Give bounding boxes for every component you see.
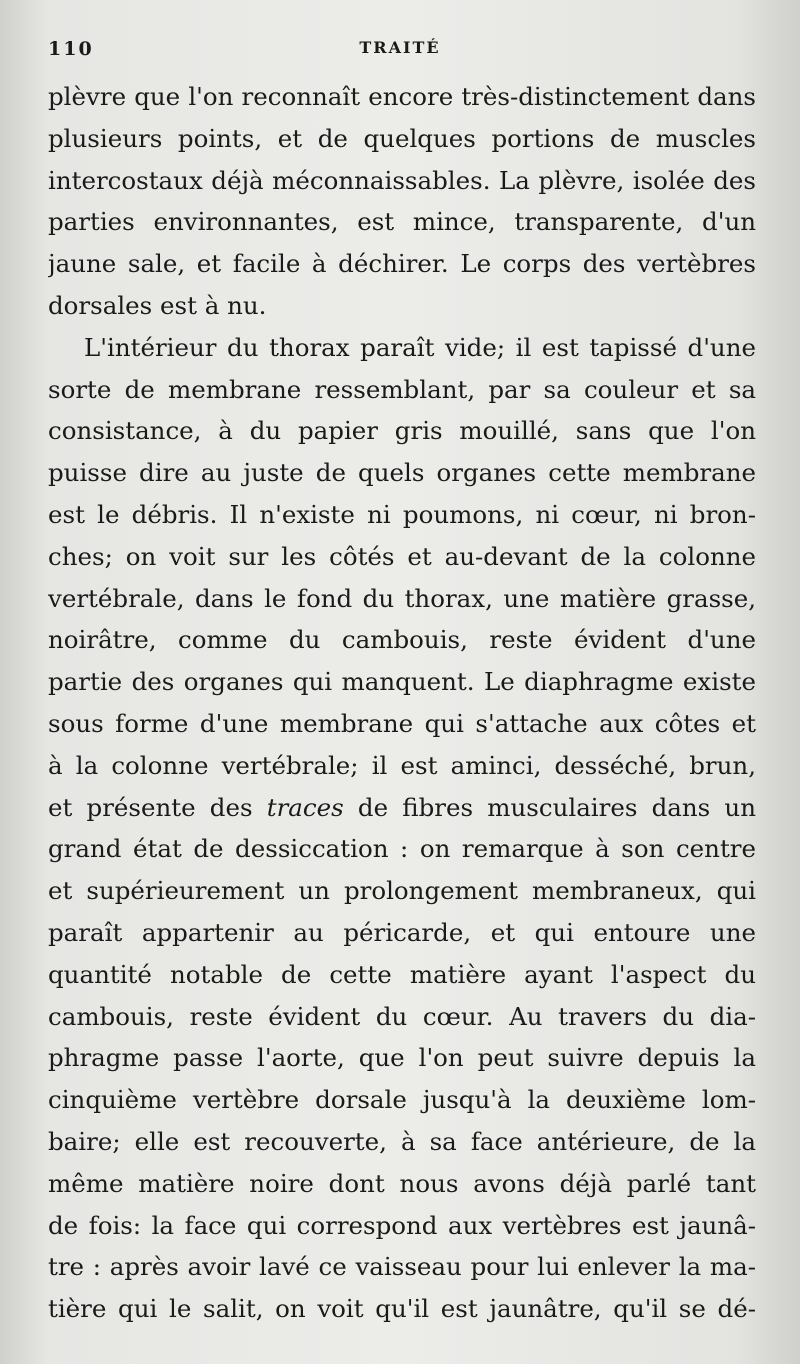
text-line: sorte de membrane ressemblant, par sa couleur et sa	[48, 374, 756, 404]
text-line: même matière noire dont nous avons déjà parlé tant	[48, 1168, 756, 1198]
text-line: cinquième vertèbre dorsale jusqu'à la deuxième lom-	[48, 1085, 756, 1115]
text-segment: de fibres musculaires dans un	[343, 792, 756, 822]
text-line: tre : après avoir lavé ce vaisseau pour lui enlever la ma-	[48, 1252, 756, 1282]
text-line: ches; on voit sur les côtés et au-devant de la colonne	[48, 541, 756, 571]
text-line	[48, 787, 756, 829]
text-line: grand état de dessiccation : on remarque à son centre	[48, 834, 756, 864]
text-line: vertébrale, dans le fond du thorax, une matière grasse,	[48, 583, 756, 613]
text-line: cambouis, reste évident du cœur. Au travers du dia-	[48, 1001, 756, 1031]
text-line: puisse dire au juste de quels organes cette membrane	[48, 458, 756, 488]
text-line: est le débris. Il n'existe ni poumons, ni cœur, ni bron-	[48, 499, 756, 529]
text-line: parties environnantes, est mince, transparente, d'un	[48, 207, 756, 237]
body-text	[48, 76, 756, 1330]
text-line: plusieurs points, et de quelques portions de muscles	[48, 123, 756, 153]
running-title: TRAITÉ	[359, 38, 441, 57]
text-line: consistance, à du papier gris mouillé, sans que l'on	[48, 416, 756, 446]
text-segment: et présente des	[48, 792, 267, 822]
text-line: intercostaux déjà méconnaissables. La plèvre, isolée des	[48, 165, 756, 195]
text-line: paraît appartenir au péricarde, et qui entoure une	[48, 917, 756, 947]
text-line: phragme passe l'aorte, que l'on peut suivre depuis la	[48, 1043, 756, 1073]
text-line: noirâtre, comme du cambouis, reste évident d'une	[48, 625, 756, 655]
italic-word: traces	[266, 792, 344, 822]
text-line: tière qui le salit, on voit qu'il est jaunâtre, qu'il se dé-	[48, 1294, 756, 1324]
text-line: baire; elle est recouverte, à sa face antérieure, de la	[48, 1126, 756, 1156]
text-line: dorsales est à nu.	[48, 290, 267, 320]
text-line: plèvre que l'on reconnaît encore très-distinctement dans	[48, 82, 756, 111]
text-line: quantité notable de cette matière ayant l'aspect du	[48, 959, 756, 989]
text-line: L'intérieur du thorax paraît vide; il est tapissé d'une	[84, 332, 756, 362]
page-header	[48, 38, 752, 66]
text-line: à la colonne vertébrale; il est aminci, desséché, brun,	[48, 750, 756, 780]
text-line: partie des organes qui manquent. Le diaphragme existe	[48, 667, 756, 697]
text-line: jaune sale, et facile à déchirer. Le corps des vertèbres	[48, 249, 756, 279]
text-line: sous forme d'une membrane qui s'attache aux côtes et	[48, 708, 756, 738]
text-line: de fois: la face qui correspond aux vertèbres est jaunâ-	[48, 1210, 756, 1240]
page-number: 110	[48, 38, 94, 60]
text-line: et supérieurement un prolongement membraneux, qui	[48, 876, 756, 906]
